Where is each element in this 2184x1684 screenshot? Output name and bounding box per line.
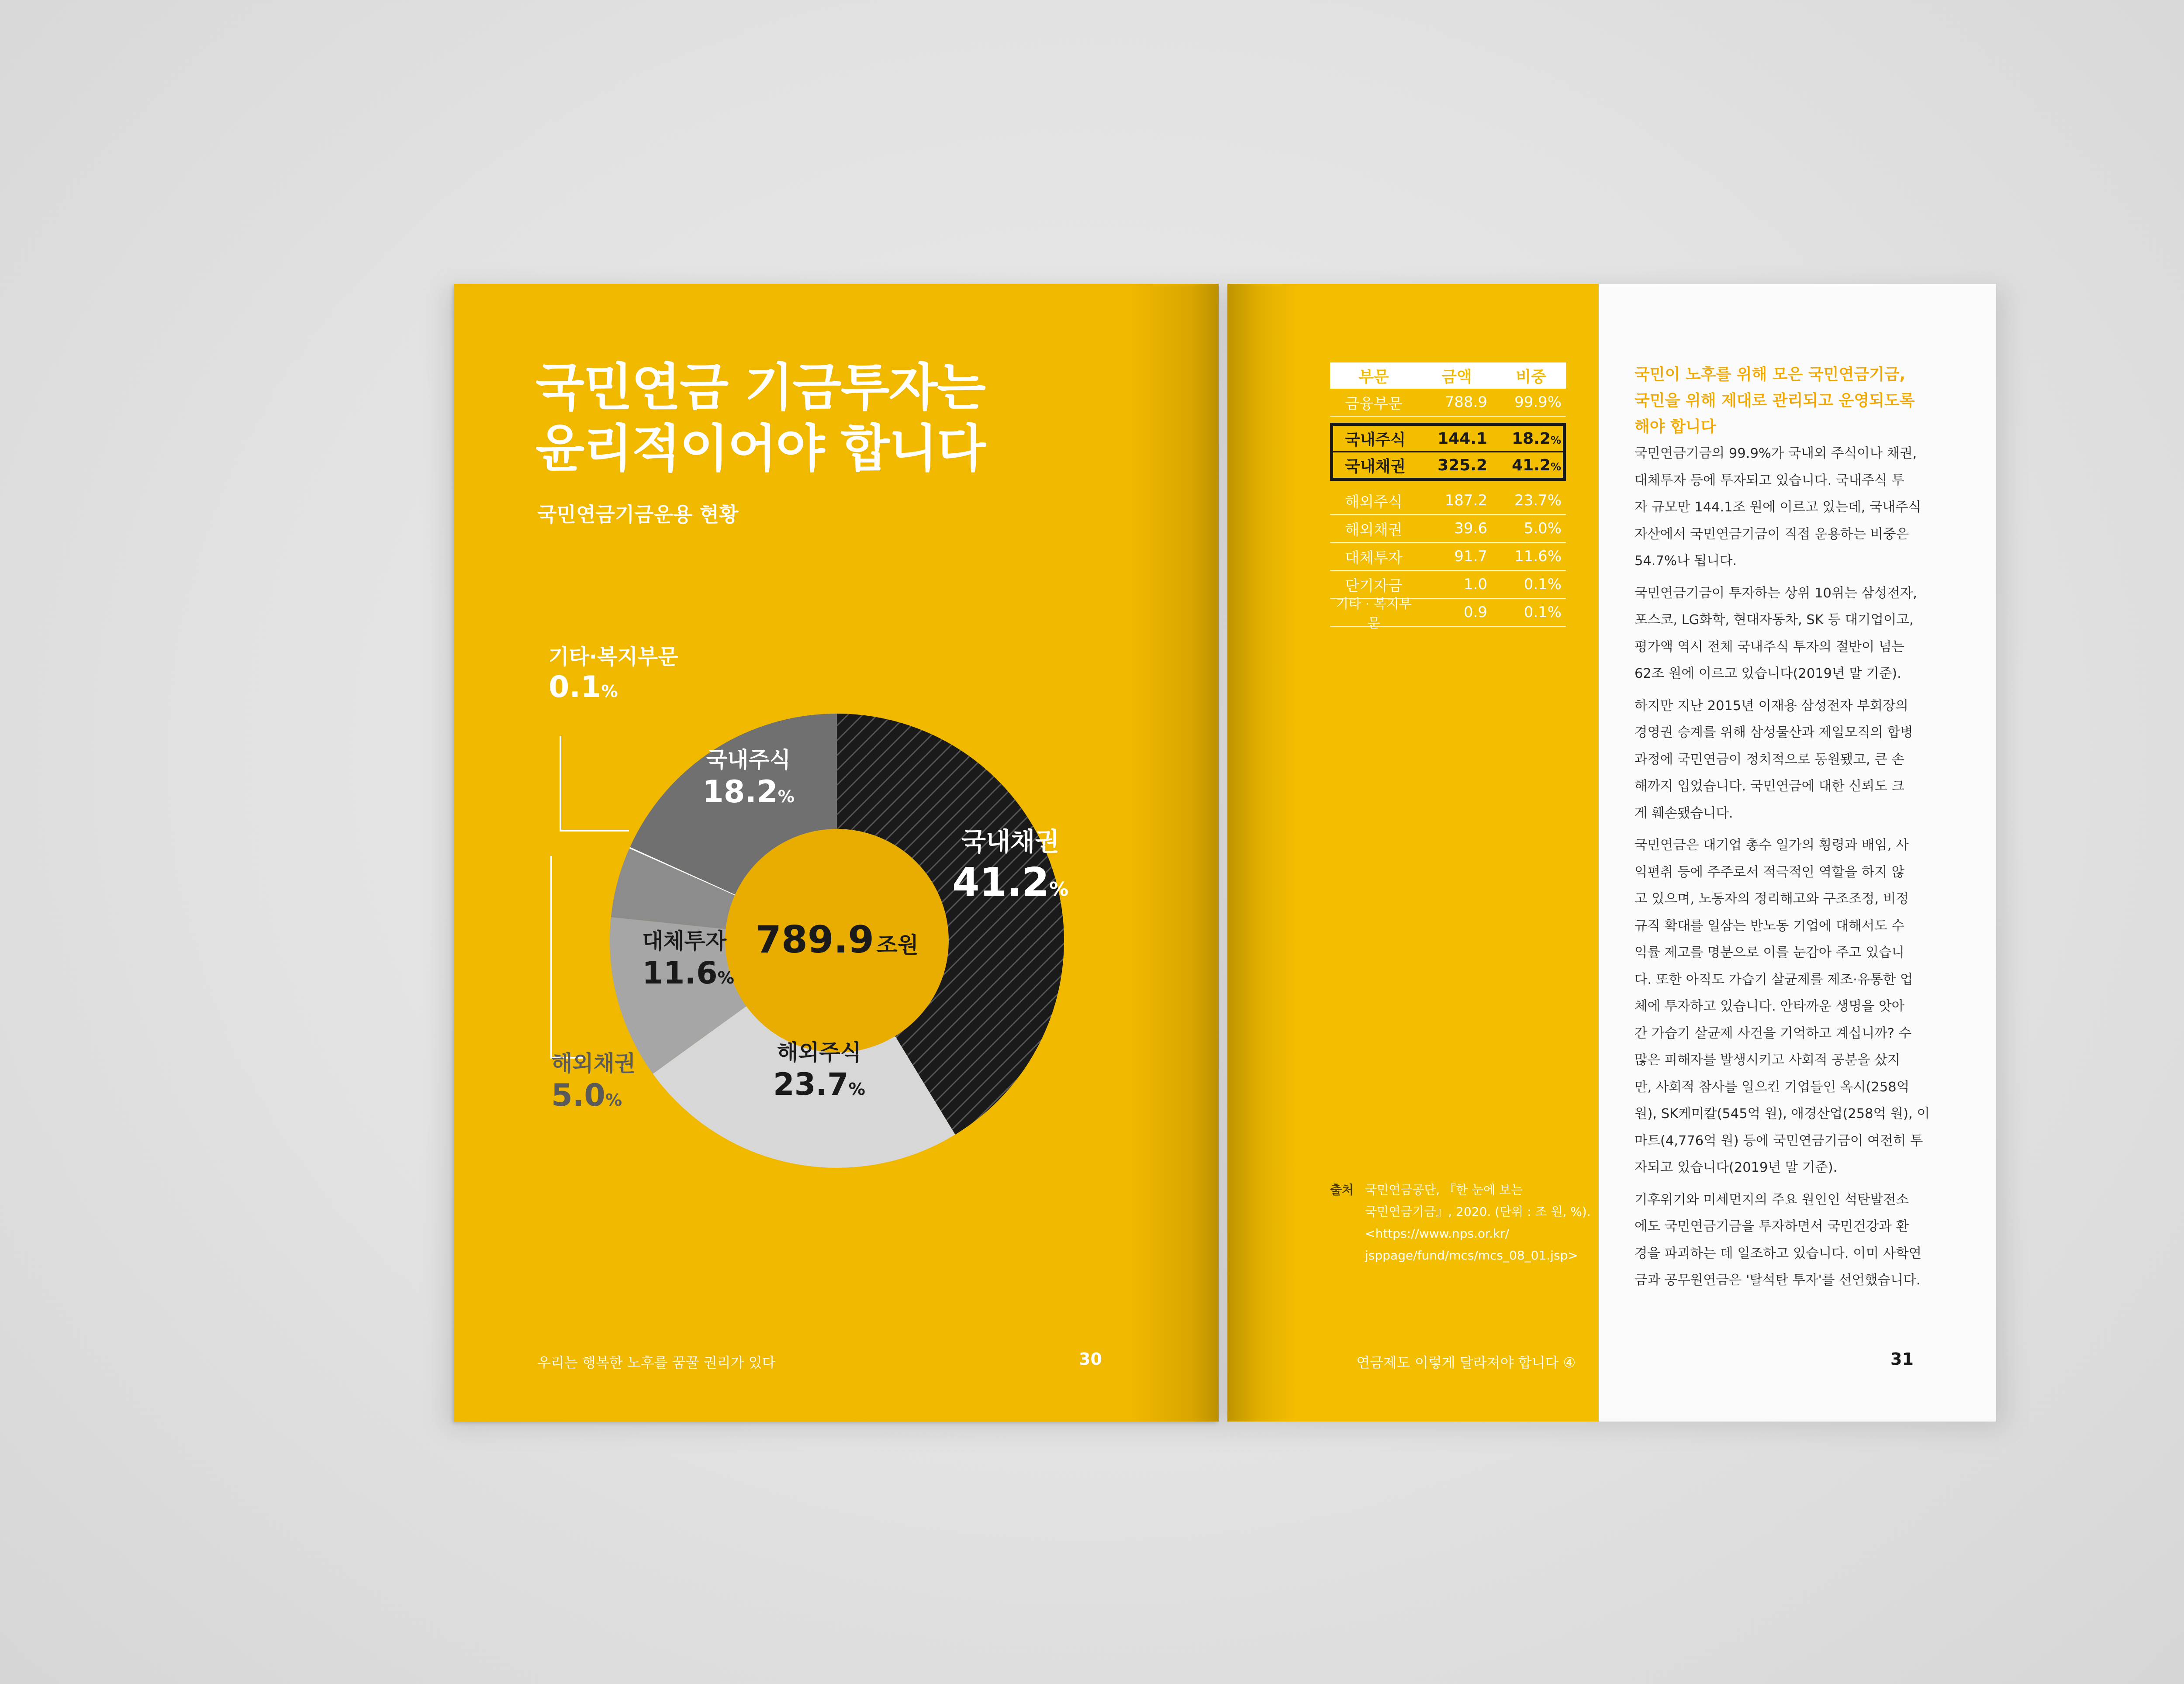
donut-chart [454, 284, 1219, 1422]
fund-table [1330, 362, 1566, 631]
left-page [454, 284, 1219, 1422]
center-total-unit: 조원 [876, 932, 919, 958]
source-label: 출처 [1330, 1183, 1354, 1197]
paragraph: 국민연금기금의 99.9%가 국내외 주식이나 채권, 대체투자 등에 투자되고 있습니다. 국내주식 투 자 규모만 144.1조 원에 이르고 있는데, 국내주식 자산에서 국민연금기금이 직접 운용하는 비중은 54.7%나 됩니다. [1635, 446, 1921, 569]
paragraph: 국민연금은 대기업 총수 일가의 횡령과 배임, 사 익편취 등에 주주로서 적극적인 역할을 하지 않 고 있으며, 노동자의 정리해고와 구조조정, 비정 규직 확대를 일삼는 반노동 기업에 대해서도 수 익률 제고를 명분으로 이를 눈감아 주고 있습니 다. 또한 아직도 가습기 살균제를 제조·유통한 업 체에 투자하고 있습니다. 안타까운 생명을 앗아 간 가습기 살균제 사건을 기억하고 계십니까? 수 많은 피해자를 발생시키고 사회적 공분을 샀지 만, 사회적 참사를 일으킨 기업들인 옥시(258억 원), SK케미칼(545억 원), 애경산업(258억 원), 이 마트(4,776억 원) 등에 국민연금기금이 여전히 투 자되고 있습니다(2019년 말 기준). [1635, 838, 1930, 1175]
table-row: 해외주식 187.2 23.7% [1330, 487, 1566, 515]
article-column [1599, 284, 1996, 1422]
highlight-box [1330, 423, 1566, 481]
table-row: 단기자금 1.0 0.1% [1330, 571, 1566, 599]
label-domestic-stock: 국내주식 18.2% [702, 747, 795, 810]
label-foreign-bond: 해외채권 5.0% [551, 1051, 636, 1113]
paragraph: 하지만 지난 2015년 이재용 삼성전자 부회장의 경영권 승계를 위해 삼성물산과 제일모직의 합병 과정에 국민연금이 정치적으로 동원됐고, 큰 손 해까지 입었습니다. 국민연금에 대한 신뢰도 크 게 훼손됐습니다. [1635, 698, 1913, 821]
left-page-number: 30 [1079, 1349, 1102, 1369]
table-row: 기타 · 복지부문 0.9 0.1% [1330, 599, 1566, 627]
article-body [1635, 440, 1949, 1299]
leader-line-foreign-bond [551, 856, 585, 1058]
article-headline: 국민이 노후를 위해 모은 국민연금기금, 국민을 위해 제대로 관리되고 운영되도록 해야 합니다 [1635, 366, 1915, 436]
label-domestic-bond: 국내채권 41.2% [952, 827, 1069, 905]
table-header: 부문 금액 비중 [1330, 362, 1566, 389]
label-other-welfare: 기타·복지부문 0.1% [549, 645, 678, 704]
chart-subtitle: 국민연금기금운용 현황 [537, 503, 739, 526]
table-row: 해외채권 39.6 5.0% [1330, 515, 1566, 543]
table-row: 국내주식 144.1 18.2% [1333, 426, 1563, 452]
right-page-number: 31 [1890, 1349, 1914, 1369]
table-row: 금융부문 788.9 99.9% [1330, 389, 1566, 417]
page-title-line2: 윤리적이어야 합니다 [536, 419, 985, 478]
source-note: 출처 국민연금공단, 『한 눈에 보는 국민연금기금』, 2020. (단위 : 조 원, %). <https://www.nps.or.kr/ jsppage/fund/mcs/mcs_08_01.jsp> [1330, 1179, 1591, 1266]
page-title-line1: 국민연금 기금투자는 [536, 358, 985, 417]
leader-line-other [560, 736, 629, 831]
center-total-value: 789.9 [755, 918, 874, 962]
table-row: 대체투자 91.7 11.6% [1330, 543, 1566, 571]
right-footer-text: 연금제도 이렇게 달라져야 합니다 ④ [1356, 1354, 1576, 1371]
left-footer-text: 우리는 행복한 노후를 꿈꿀 권리가 있다 [537, 1354, 776, 1371]
label-alternative: 대체투자 11.6% [642, 928, 734, 991]
paragraph: 기후위기와 미세먼지의 주요 원인인 석탄발전소 에도 국민연금기금을 투자하면서 국민건강과 환 경을 파괴하는 데 일조하고 있습니다. 이미 사학연 금과 공무원연금은 '탈석탄 투자'를 선언했습니다. [1635, 1192, 1922, 1288]
paragraph: 국민연금기금이 투자하는 상위 10위는 삼성전자, 포스코, LG화학, 현대자동차, SK 등 대기업이고, 평가액 역시 전체 국내주식 투자의 절반이 넘는 62조 원에 이르고 있습니다(2019년 말 기준). [1635, 585, 1918, 681]
label-foreign-stock: 해외주식 23.7% [773, 1040, 865, 1102]
table-row: 국내채권 325.2 41.2% [1344, 456, 1561, 476]
